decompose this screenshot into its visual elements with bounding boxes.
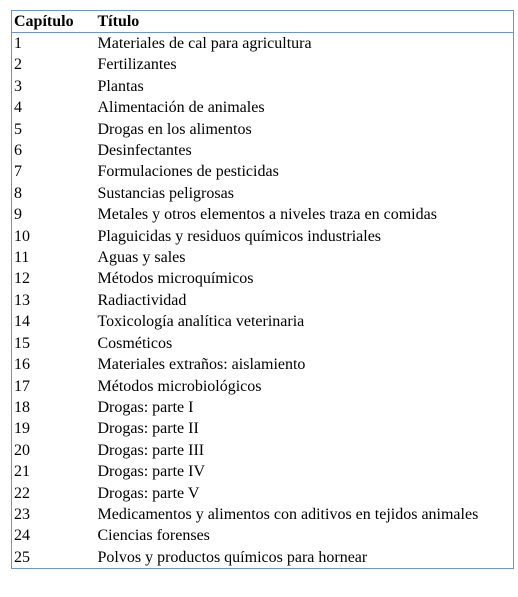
chapters-table <box>11 10 514 569</box>
chapter-title: Toxicología analítica veterinaria <box>97 313 305 331</box>
chapter-title: Materiales de cal para agricultura <box>97 35 312 52</box>
table-row <box>12 461 514 482</box>
chapter-number: 13 <box>14 291 30 309</box>
table-row <box>12 504 514 525</box>
chapter-number: 11 <box>14 249 30 267</box>
chapter-number: 9 <box>14 206 22 224</box>
table-row <box>12 290 514 311</box>
chapter-number: 6 <box>14 142 22 160</box>
chapter-number: 18 <box>14 398 30 416</box>
chapter-title: Fertilizantes <box>97 56 177 74</box>
chapter-title: Sustancias peligrosas <box>97 184 234 202</box>
chapter-title: Medicamentos y alimentos con aditivos en tejidos animales <box>97 505 479 523</box>
chapter-title: Desinfectantes <box>97 142 192 160</box>
table-row <box>12 97 514 118</box>
table-row <box>12 119 514 140</box>
chapter-title: Métodos microbiológicos <box>97 377 262 395</box>
chapter-number: 20 <box>14 441 30 459</box>
table-row <box>12 76 514 97</box>
table-header <box>12 11 514 33</box>
table-row <box>12 183 514 204</box>
chapter-title: Ciencias forenses <box>97 527 210 545</box>
chapter-title: Drogas en los alimentos <box>97 120 252 138</box>
chapter-number: 24 <box>14 527 30 545</box>
chapter-title: Plantas <box>97 77 144 95</box>
table-row <box>12 333 514 354</box>
table-row <box>12 204 514 225</box>
chapter-title: Metales y otros elementos a niveles traza en comidas <box>97 206 437 224</box>
table-row <box>12 354 514 375</box>
table-row <box>12 311 514 332</box>
table-row <box>12 440 514 461</box>
chapter-title: Drogas: parte IV <box>97 463 206 481</box>
chapter-number: 3 <box>14 77 22 95</box>
chapter-number: 16 <box>14 356 30 374</box>
chapter-number: 25 <box>14 548 30 566</box>
chapter-number: 19 <box>14 420 30 438</box>
table-row <box>12 268 514 289</box>
chapter-number: 14 <box>14 313 30 331</box>
chapter-title: Drogas: parte II <box>97 420 199 438</box>
table-row <box>12 525 514 546</box>
chapter-number: 17 <box>14 377 30 395</box>
chapter-title: Drogas: parte V <box>97 484 200 502</box>
chapter-title: Formulaciones de pesticidas <box>97 163 279 181</box>
chapter-number: 5 <box>14 120 22 138</box>
chapter-title: Drogas: parte III <box>97 441 205 459</box>
table-row <box>12 376 514 397</box>
table-row <box>12 483 514 504</box>
header-row <box>12 11 514 33</box>
chapter-title: Cosméticos <box>97 334 173 352</box>
table-row <box>12 33 514 55</box>
chapter-title: Materiales extraños: aislamiento <box>97 356 306 374</box>
chapter-title: Polvos y productos químicos para hornear <box>97 548 368 566</box>
chapter-number: 10 <box>14 227 30 245</box>
chapter-number: 4 <box>14 99 22 117</box>
table-row <box>12 54 514 75</box>
chapter-number: 1 <box>14 35 22 52</box>
chapter-number: 23 <box>14 505 30 523</box>
chapter-number: 15 <box>14 334 30 352</box>
chapter-number: 7 <box>14 163 22 181</box>
chapter-title: Radiactividad <box>97 291 187 309</box>
chapter-title: Drogas: parte I <box>97 398 194 416</box>
chapter-title: Alimentación de animales <box>97 99 265 117</box>
table-row <box>12 247 514 268</box>
table-row <box>12 140 514 161</box>
table-row <box>12 226 514 247</box>
chapter-title: Métodos microquímicos <box>97 270 254 288</box>
table-row <box>12 397 514 418</box>
chapter-number: 2 <box>14 56 22 74</box>
chapter-number: 21 <box>14 463 30 481</box>
header-chapter: Capítulo <box>12 11 96 33</box>
table-row <box>12 547 514 569</box>
chapter-number: 8 <box>14 184 22 202</box>
chapter-title: Plaguicidas y residuos químicos industriales <box>97 227 382 245</box>
table-row <box>12 161 514 182</box>
chapter-title: Aguas y sales <box>97 249 186 267</box>
table-body <box>12 33 514 569</box>
header-title: Título <box>96 11 514 33</box>
chapter-number: 12 <box>14 270 30 288</box>
chapter-number: 22 <box>14 484 30 502</box>
table-row <box>12 418 514 439</box>
